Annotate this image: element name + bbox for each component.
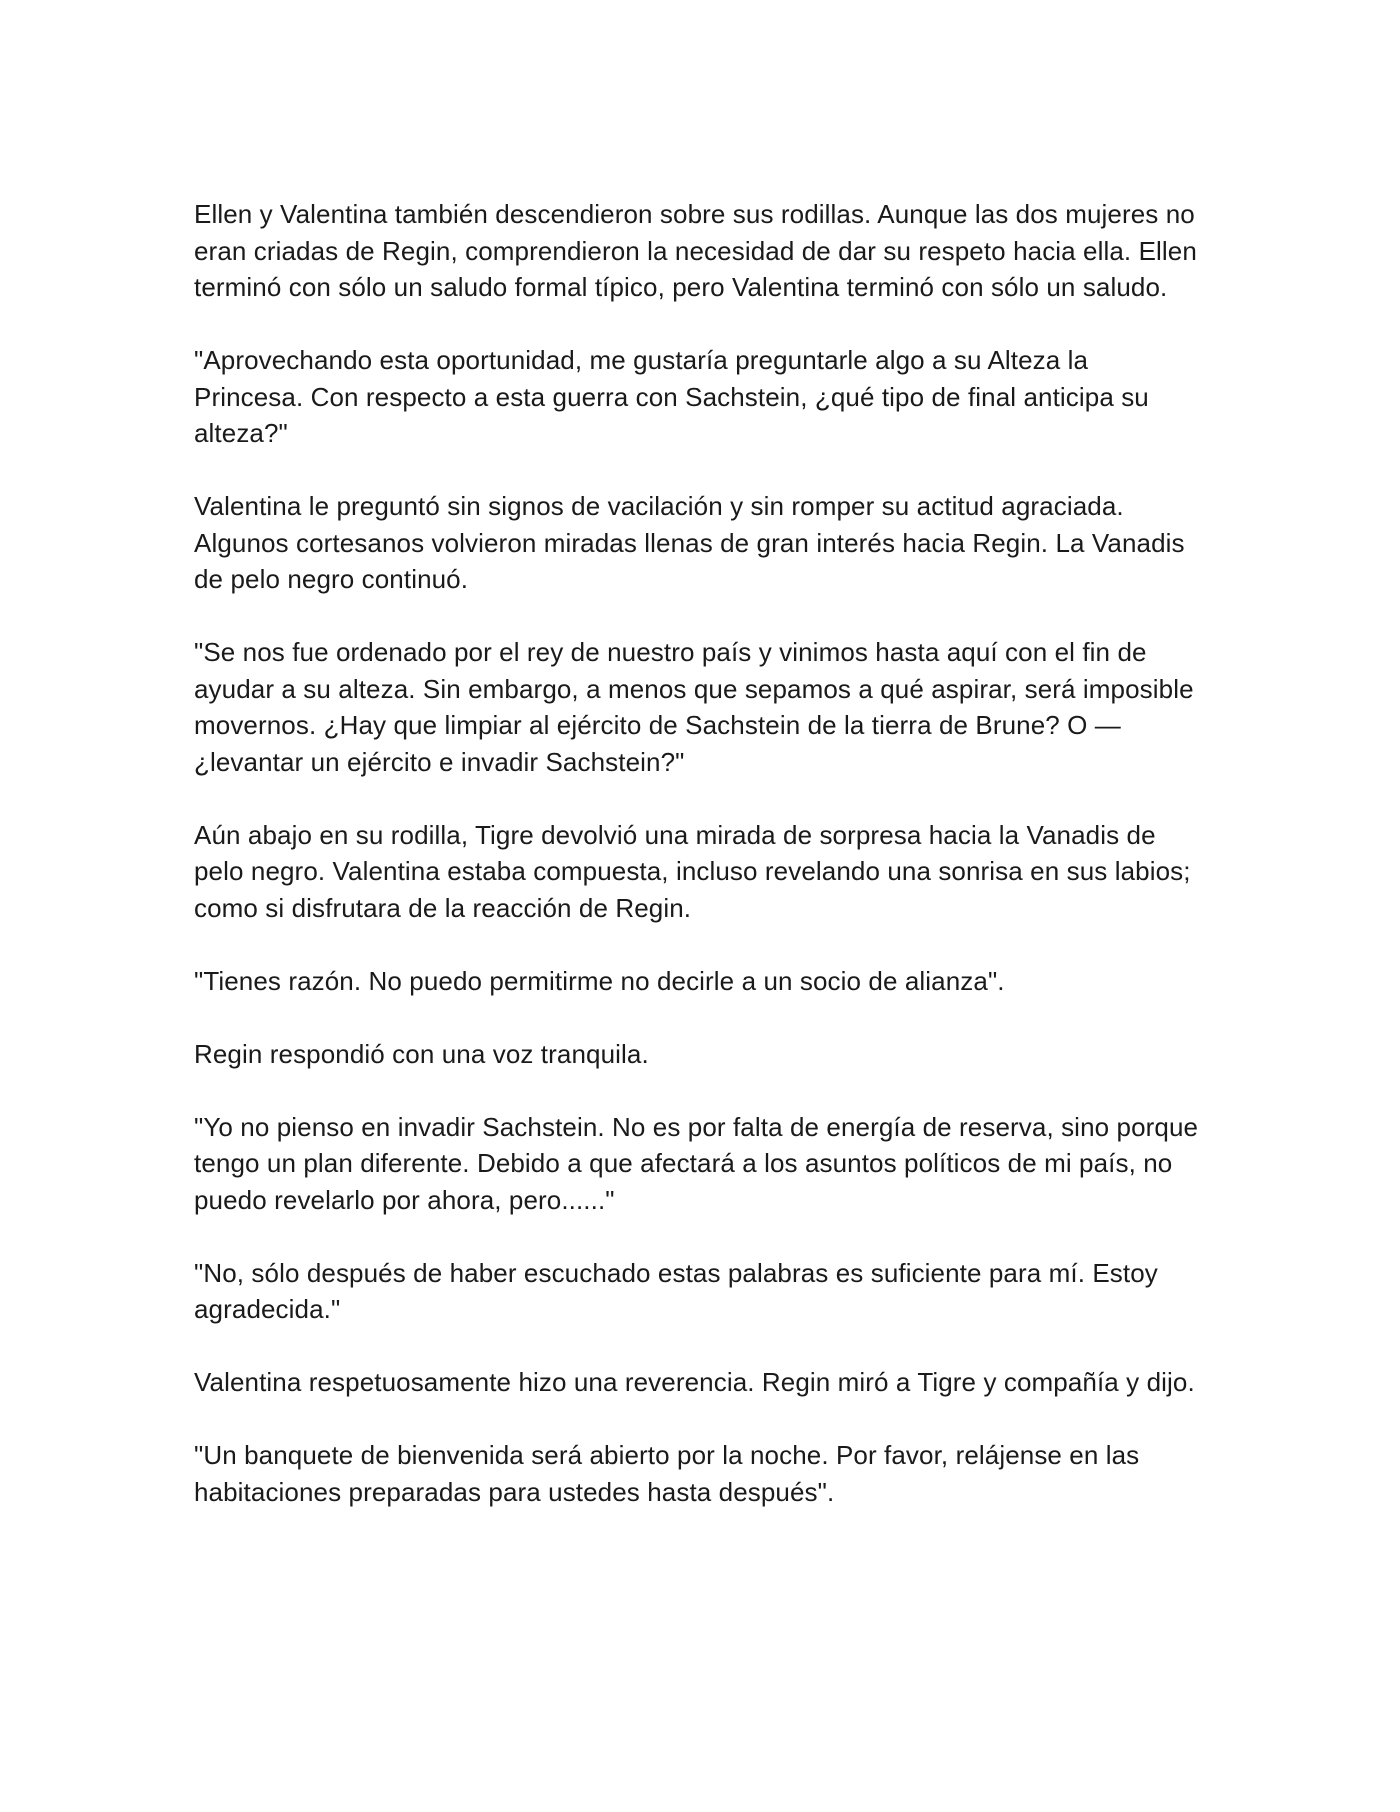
paragraph-8: "Yo no pienso en invadir Sachstein. No es por falta de energía de reserva, sino porque tengo un plan diferente. Debido a que afectará a los asuntos políticos de mi país, no puedo revelarlo por ahora, pero......" — [194, 1111, 1199, 1215]
paragraph-3: Valentina le preguntó sin signos de vacilación y sin romper su actitud agraciada. Algunos cortesanos volvieron miradas llenas de gran interés hacia Regin. La Vanadis de pelo negro continuó. — [194, 491, 1185, 594]
paragraph-9: "No, sólo después de haber escuchado estas palabras es suficiente para mí. Estoy agradecida." — [194, 1257, 1158, 1324]
paragraph-1: Ellen y Valentina también descendieron sobre sus rodillas. Aunque las dos mujeres no eran criadas de Regin, comprendieron la necesidad de dar su respeto hacia ella. Ellen terminó con sólo un saludo formal típico, pero Valentina terminó con sólo un saludo. — [194, 199, 1197, 302]
paragraph-11: "Un banquete de bienvenida será abierto por la noche. Por favor, relájense en las habitaciones preparadas para ustedes hasta después". — [194, 1440, 1140, 1507]
paragraph-5: Aún abajo en su rodilla, Tigre devolvió una mirada de sorpresa hacia la Vanadis de pelo negro. Valentina estaba compuesta, incluso revelando una sonrisa en sus labios; como si disfrutara de la reacción de Regin. — [194, 819, 1191, 923]
paragraph-4: "Se nos fue ordenado por el rey de nuestro país y vinimos hasta aquí con el fin de ayudar a su alteza. Sin embargo, a menos que sepamos a qué aspirar, será imposible movernos. ¿Hay que limpiar al ejército de Sachstein de la tierra de Brune? O — ¿levantar un ejército e invadir Sachstein?" — [194, 637, 1194, 777]
paragraph-10: Valentina respetuosamente hizo una reverencia. Regin miró a Tigre y compañía y dijo. — [194, 1367, 1195, 1397]
paragraph-7: Regin respondió con una voz tranquila. — [194, 1038, 649, 1069]
paragraph-6: "Tienes razón. No puedo permitirme no decirle a un socio de alianza". — [194, 965, 1005, 996]
paragraph-2: "Aprovechando esta oportunidad, me gustaría preguntarle algo a su Alteza la Princesa. Con respecto a esta guerra con Sachstein, ¿qué tipo de final anticipa su alteza?" — [194, 345, 1149, 448]
document-body — [194, 196, 1204, 1547]
